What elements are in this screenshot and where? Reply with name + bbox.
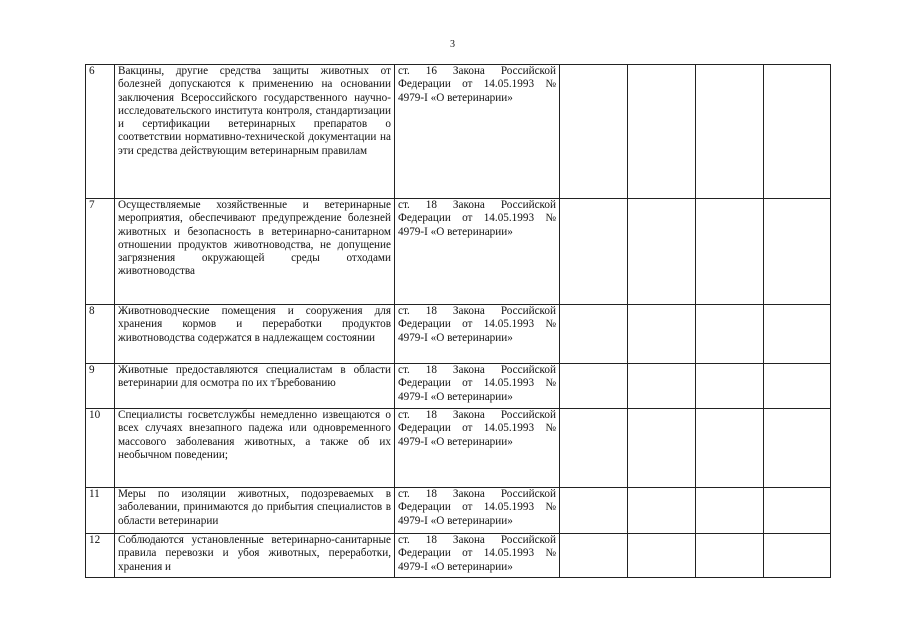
table-row xyxy=(86,364,831,409)
answer-cell-na[interactable] xyxy=(696,199,764,305)
answer-cell-yes[interactable] xyxy=(560,364,628,409)
answer-cell-yes[interactable] xyxy=(560,199,628,305)
table-row xyxy=(86,409,831,488)
answer-cell-yes[interactable] xyxy=(560,488,628,534)
answer-cell-no[interactable] xyxy=(628,199,696,305)
legal-reference-cell: ст. 16 Закона Российской Федерации от 14.05.1993 № 4979-I «О ветеринарии» xyxy=(395,65,560,199)
row-number: 9 xyxy=(86,364,115,409)
requirement-cell: Специалисты госветслужбы немедленно извещаются о всех случаях внезапного падежа или одновременного массового заболевания животных, а также об их необычном поведении; xyxy=(115,409,395,488)
checklist-table xyxy=(85,64,831,578)
legal-reference-cell: ст. 18 Закона Российской Федерации от 14.05.1993 № 4979-I «О ветеринарии» xyxy=(395,409,560,488)
answer-cell-yes[interactable] xyxy=(560,305,628,364)
answer-cell-na[interactable] xyxy=(696,534,764,578)
answer-cell-no[interactable] xyxy=(628,305,696,364)
requirement-cell: Животноводческие помещения и сооружения для хранения кормов и переработки продуктов животноводства содержатся в надлежащем состоянии xyxy=(115,305,395,364)
answer-cell-yes[interactable] xyxy=(560,409,628,488)
row-number: 11 xyxy=(86,488,115,534)
answer-cell-no[interactable] xyxy=(628,488,696,534)
answer-cell-note[interactable] xyxy=(764,534,831,578)
legal-reference-cell: ст. 18 Закона Российской Федерации от 14.05.1993 № 4979-I «О ветеринарии» xyxy=(395,364,560,409)
answer-cell-no[interactable] xyxy=(628,65,696,199)
answer-cell-note[interactable] xyxy=(764,199,831,305)
answer-cell-yes[interactable] xyxy=(560,534,628,578)
answer-cell-na[interactable] xyxy=(696,305,764,364)
answer-cell-note[interactable] xyxy=(764,409,831,488)
table-row xyxy=(86,488,831,534)
answer-cell-note[interactable] xyxy=(764,364,831,409)
page-number: 3 xyxy=(450,39,455,50)
requirement-cell: Вакцины, другие средства защиты животных от болезней допускаются к применению на основании заключения Всероссийского государственного научно-исследовательского института контроля, стандартизации и сертификации ветеринарных препаратов о соответствии нормативно-технической документации на эти средства действующим ветеринарным правилам xyxy=(115,65,395,199)
answer-cell-note[interactable] xyxy=(764,65,831,199)
answer-cell-na[interactable] xyxy=(696,488,764,534)
row-number: 7 xyxy=(86,199,115,305)
answer-cell-no[interactable] xyxy=(628,534,696,578)
requirement-cell: Осуществляемые хозяйственные и ветеринарные мероприятия, обеспечивают предупреждение болезней животных и безопасность в ветеринарно-санитарном отношении продуктов животноводства, не допущение загрязнения окружающей среды отходами животноводства xyxy=(115,199,395,305)
row-number: 8 xyxy=(86,305,115,364)
table-row xyxy=(86,534,831,578)
answer-cell-na[interactable] xyxy=(696,65,764,199)
row-number: 10 xyxy=(86,409,115,488)
requirement-cell: Животные предоставляются специалистам в области ветеринарии для осмотра по их тЪребованию xyxy=(115,364,395,409)
legal-reference-cell: ст. 18 Закона Российской Федерации от 14.05.1993 № 4979-I «О ветеринарии» xyxy=(395,534,560,578)
row-number: 12 xyxy=(86,534,115,578)
requirement-cell: Соблюдаются установленные ветеринарно-санитарные правила перевозки и убоя животных, переработки, хранения и xyxy=(115,534,395,578)
requirement-cell: Меры по изоляции животных, подозреваемых в заболевании, принимаются до прибытия специалистов в области ветеринарии xyxy=(115,488,395,534)
answer-cell-na[interactable] xyxy=(696,409,764,488)
legal-reference-cell: ст. 18 Закона Российской Федерации от 14.05.1993 № 4979-I «О ветеринарии» xyxy=(395,488,560,534)
legal-reference-cell: ст. 18 Закона Российской Федерации от 14.05.1993 № 4979-I «О ветеринарии» xyxy=(395,305,560,364)
table-row xyxy=(86,199,831,305)
answer-cell-note[interactable] xyxy=(764,488,831,534)
answer-cell-na[interactable] xyxy=(696,364,764,409)
table-row xyxy=(86,305,831,364)
answer-cell-no[interactable] xyxy=(628,409,696,488)
answer-cell-yes[interactable] xyxy=(560,65,628,199)
row-number: 6 xyxy=(86,65,115,199)
answer-cell-no[interactable] xyxy=(628,364,696,409)
answer-cell-note[interactable] xyxy=(764,305,831,364)
legal-reference-cell: ст. 18 Закона Российской Федерации от 14.05.1993 № 4979-I «О ветеринарии» xyxy=(395,199,560,305)
table-row xyxy=(86,65,831,199)
